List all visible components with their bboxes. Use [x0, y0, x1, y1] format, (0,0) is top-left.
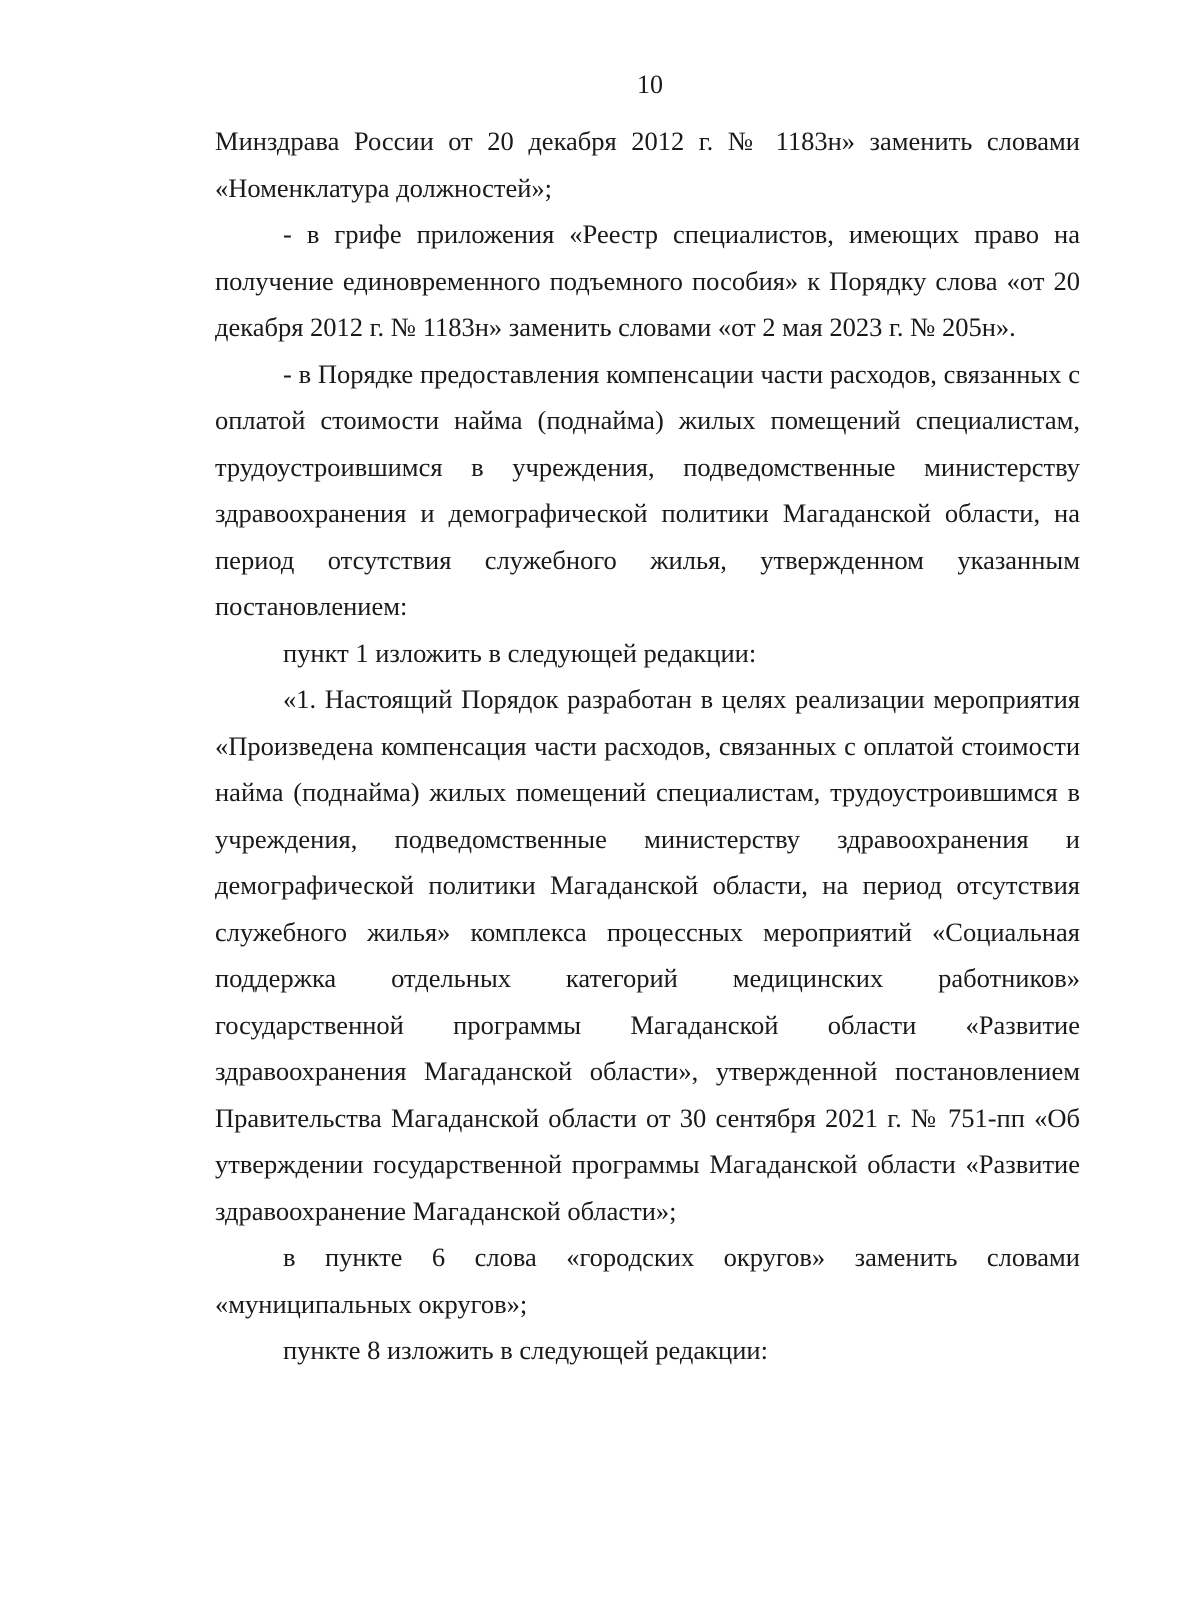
paragraph-registry-stamp: - в грифе приложения «Реестр специалистов, имеющих право на получение единовременного подъемного пособия» к Порядку слова «от 20 декабря 2012 г. № 1183н» заменить словами «от 2 мая 2023 г. № 205н». — [215, 219, 1080, 342]
paragraph-continuation: Минздрава России от 20 декабря 2012 г. № 1183н» заменить словами «Номенклатура должностей»; — [215, 126, 1080, 203]
paragraph-item-1-text: «1. Настоящий Порядок разработан в целях реализации мероприятия «Произведена компенсация части расходов, связанных с оплатой стоимости найма (поднайма) жилых помещений специалистам, трудоустроившимся в учреждения, подведомственные министерству здравоохранения и демографической политики Магаданской области, на период отсутствия служебного жилья» комплекса процессных мероприятий «Социальная поддержка отдельных категорий медицинских работников» государственной программы Магаданской области «Развитие здравоохранения Магаданской области», утвержденной постановлением Правительства Магаданской области от 30 сентября 2021 г. № 751-пп «Об утверждении государственной программы Магаданской области «Развитие здравоохранение Магаданской области»; — [215, 684, 1080, 1226]
document-body — [215, 118, 1080, 1374]
page-number: 10 — [637, 70, 663, 99]
paragraph-item-1-intro: пункт 1 изложить в следующей редакции: — [283, 637, 757, 668]
paragraph-compensation-order: - в Порядке предоставления компенсации части расходов, связанных с оплатой стоимости найма (поднайма) жилых помещений специалистам, трудоустроившимся в учреждения, подведомственные министерству здравоохранения и демографической политики Магаданской области, на период отсутствия служебного жилья, утвержденном указанным постановлением: — [215, 358, 1080, 621]
paragraph-item-6: в пункте 6 слова «городских округов» заменить словами «муниципальных округов»; — [215, 1242, 1080, 1319]
paragraph-item-8-intro: пункте 8 изложить в следующей редакции: — [283, 1335, 768, 1365]
